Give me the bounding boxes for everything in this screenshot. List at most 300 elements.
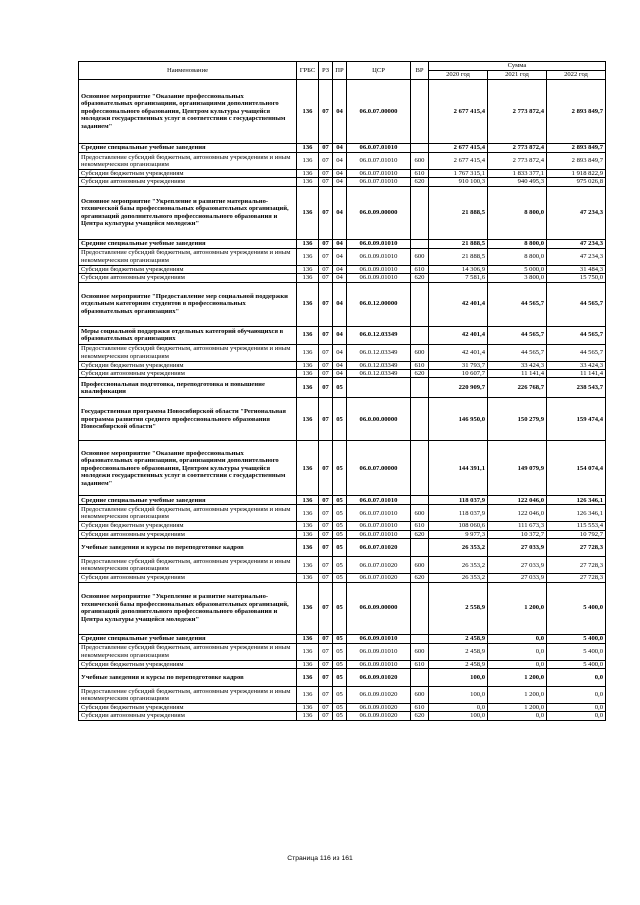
row-sum-2022: 0,0	[547, 712, 606, 720]
table-row	[79, 704, 606, 712]
table-row	[79, 669, 606, 687]
table-row	[79, 153, 606, 170]
row-csr: 06.0.09.01010	[347, 265, 411, 273]
table-row	[79, 522, 606, 530]
row-pr: 05	[333, 530, 347, 538]
row-sum-2021: 150 279,9	[488, 398, 547, 441]
row-name: Субсидии бюджетным учреждениям	[79, 522, 297, 530]
row-vr	[411, 496, 429, 505]
row-grbs: 136	[297, 361, 319, 369]
row-csr: 06.0.09.01010	[347, 239, 411, 248]
row-rz: 07	[319, 153, 333, 170]
row-pr: 04	[333, 370, 347, 378]
table-row	[79, 265, 606, 273]
row-name: Основное мероприятие "Укрепление и развитие материально-технической базы профессиональных образовательных организаций, организаций дополнительного профессионального образования и Центра культуры учащейся молодежи"	[79, 582, 297, 634]
row-sum-2021: 2 773 872,4	[488, 153, 547, 170]
table-row	[79, 144, 606, 153]
row-name: Субсидии бюджетным учреждениям	[79, 265, 297, 273]
row-name: Субсидии автономным учреждениям	[79, 712, 297, 720]
row-sum-2021: 1 200,0	[488, 687, 547, 704]
row-grbs: 136	[297, 574, 319, 582]
row-vr: 610	[411, 522, 429, 530]
row-vr: 610	[411, 704, 429, 712]
row-sum-2021: 226 768,7	[488, 378, 547, 398]
row-csr	[347, 378, 411, 398]
row-sum-2020: 118 037,9	[429, 496, 488, 505]
row-vr	[411, 80, 429, 144]
row-pr: 05	[333, 704, 347, 712]
row-csr: 06.0.12.00000	[347, 282, 411, 326]
row-name: Предоставление субсидий бюджетным, автономным учреждениям и иным некоммерческим организациям	[79, 643, 297, 660]
row-grbs: 136	[297, 643, 319, 660]
row-pr: 05	[333, 574, 347, 582]
row-name: Основное мероприятие "Предоставление мер социальной поддержки отдельным категориям студентов в профессиональных образовательных организациях"	[79, 282, 297, 326]
row-grbs: 136	[297, 248, 319, 265]
table-row	[79, 344, 606, 361]
col-header-grbs: ГРБС	[297, 62, 319, 80]
row-rz: 07	[319, 557, 333, 574]
row-sum-2022: 5 400,0	[547, 582, 606, 634]
row-grbs: 136	[297, 687, 319, 704]
row-rz: 07	[319, 505, 333, 522]
table-row	[79, 326, 606, 344]
row-vr: 620	[411, 274, 429, 282]
row-sum-2022: 0,0	[547, 669, 606, 687]
row-vr: 620	[411, 712, 429, 720]
row-sum-2021: 2 773 872,4	[488, 144, 547, 153]
row-name: Субсидии автономным учреждениям	[79, 178, 297, 186]
row-rz: 07	[319, 634, 333, 643]
table-row	[79, 496, 606, 505]
row-rz: 07	[319, 186, 333, 239]
row-sum-2020: 21 888,5	[429, 186, 488, 239]
row-sum-2021: 5 000,0	[488, 265, 547, 273]
row-rz: 07	[319, 326, 333, 344]
table-row	[79, 574, 606, 582]
row-csr: 06.0.12.03349	[347, 326, 411, 344]
row-pr: 05	[333, 496, 347, 505]
row-csr: 06.0.07.01010	[347, 144, 411, 153]
col-header-name: Наименование	[79, 62, 297, 80]
row-grbs: 136	[297, 505, 319, 522]
row-vr: 610	[411, 361, 429, 369]
row-pr: 04	[333, 274, 347, 282]
row-name: Учебные заведения и курсы по переподготовке кадров	[79, 669, 297, 687]
row-sum-2022: 1 918 822,9	[547, 170, 606, 178]
row-name: Субсидии автономным учреждениям	[79, 574, 297, 582]
row-vr	[411, 441, 429, 496]
row-grbs: 136	[297, 239, 319, 248]
row-name: Предоставление субсидий бюджетным, автономным учреждениям и иным некоммерческим организациям	[79, 687, 297, 704]
row-pr: 04	[333, 344, 347, 361]
row-csr: 06.0.09.01020	[347, 669, 411, 687]
row-pr: 05	[333, 522, 347, 530]
row-vr	[411, 582, 429, 634]
row-sum-2020: 118 037,9	[429, 505, 488, 522]
row-vr	[411, 326, 429, 344]
row-pr: 05	[333, 557, 347, 574]
table-row	[79, 634, 606, 643]
table-row	[79, 398, 606, 441]
row-sum-2020: 21 888,5	[429, 239, 488, 248]
row-csr: 06.0.09.01010	[347, 643, 411, 660]
row-sum-2022: 0,0	[547, 704, 606, 712]
row-pr: 05	[333, 539, 347, 557]
row-vr: 620	[411, 370, 429, 378]
row-pr: 05	[333, 582, 347, 634]
row-rz: 07	[319, 378, 333, 398]
row-pr: 05	[333, 712, 347, 720]
row-pr: 04	[333, 186, 347, 239]
row-pr: 04	[333, 144, 347, 153]
row-name: Субсидии автономным учреждениям	[79, 370, 297, 378]
row-sum-2021: 1 200,0	[488, 582, 547, 634]
row-sum-2021: 940 495,3	[488, 178, 547, 186]
row-sum-2021: 122 046,0	[488, 496, 547, 505]
row-csr: 06.0.09.01010	[347, 248, 411, 265]
table-row	[79, 539, 606, 557]
row-rz: 07	[319, 361, 333, 369]
row-sum-2020: 10 607,7	[429, 370, 488, 378]
row-sum-2022: 154 074,4	[547, 441, 606, 496]
row-sum-2022: 159 474,4	[547, 398, 606, 441]
row-csr: 06.0.07.01010	[347, 153, 411, 170]
row-csr: 06.0.07.01010	[347, 178, 411, 186]
row-sum-2020: 2 677 415,4	[429, 153, 488, 170]
row-rz: 07	[319, 398, 333, 441]
row-csr: 06.0.09.00000	[347, 582, 411, 634]
row-sum-2021: 11 141,4	[488, 370, 547, 378]
row-grbs: 136	[297, 539, 319, 557]
row-vr	[411, 282, 429, 326]
row-vr: 600	[411, 505, 429, 522]
row-vr: 610	[411, 170, 429, 178]
table-row	[79, 274, 606, 282]
row-grbs: 136	[297, 344, 319, 361]
row-rz: 07	[319, 669, 333, 687]
table-row	[79, 660, 606, 668]
row-sum-2020: 14 306,9	[429, 265, 488, 273]
row-sum-2021: 44 565,7	[488, 326, 547, 344]
row-sum-2022: 2 893 849,7	[547, 144, 606, 153]
row-sum-2022: 10 792,7	[547, 530, 606, 538]
row-sum-2022: 47 234,3	[547, 248, 606, 265]
row-pr: 04	[333, 282, 347, 326]
row-csr: 06.0.07.01020	[347, 539, 411, 557]
row-rz: 07	[319, 496, 333, 505]
row-sum-2021: 122 046,0	[488, 505, 547, 522]
row-csr: 06.0.09.00000	[347, 186, 411, 239]
row-sum-2021: 0,0	[488, 712, 547, 720]
row-rz: 07	[319, 178, 333, 186]
row-name: Субсидии бюджетным учреждениям	[79, 660, 297, 668]
row-name: Средние специальные учебные заведения	[79, 496, 297, 505]
row-sum-2022: 27 728,3	[547, 557, 606, 574]
row-vr	[411, 669, 429, 687]
table-row	[79, 643, 606, 660]
row-rz: 07	[319, 441, 333, 496]
row-rz: 07	[319, 660, 333, 668]
row-sum-2021: 8 800,0	[488, 239, 547, 248]
row-grbs: 136	[297, 669, 319, 687]
row-grbs: 136	[297, 582, 319, 634]
table-row	[79, 361, 606, 369]
col-header-vr: ВР	[411, 62, 429, 80]
table-body	[79, 80, 606, 721]
row-vr: 620	[411, 574, 429, 582]
row-csr: 06.0.07.01010	[347, 530, 411, 538]
table-row	[79, 530, 606, 538]
row-rz: 07	[319, 582, 333, 634]
row-name: Государственная программа Новосибирской области "Региональная программа развития среднего профессионального образования Новосибирской области"	[79, 398, 297, 441]
table-row	[79, 370, 606, 378]
row-sum-2022: 27 728,3	[547, 574, 606, 582]
row-name: Субсидии бюджетным учреждениям	[79, 704, 297, 712]
row-name: Средние специальные учебные заведения	[79, 144, 297, 153]
row-pr: 04	[333, 153, 347, 170]
row-rz: 07	[319, 239, 333, 248]
row-pr: 04	[333, 361, 347, 369]
row-sum-2020: 2 677 415,4	[429, 80, 488, 144]
table-row	[79, 712, 606, 720]
row-name: Меры социальной поддержки отдельных категорий обучающихся в образовательных организациях	[79, 326, 297, 344]
row-grbs: 136	[297, 660, 319, 668]
row-grbs: 136	[297, 326, 319, 344]
table-row	[79, 248, 606, 265]
row-sum-2022: 2 893 849,7	[547, 80, 606, 144]
row-rz: 07	[319, 265, 333, 273]
row-sum-2020: 108 060,6	[429, 522, 488, 530]
row-name: Профессиональная подготовка, переподготовка и повышение квалификации	[79, 378, 297, 398]
row-grbs: 136	[297, 186, 319, 239]
row-csr: 06.0.07.00000	[347, 441, 411, 496]
row-sum-2022: 15 750,0	[547, 274, 606, 282]
row-sum-2020: 2 458,9	[429, 660, 488, 668]
row-sum-2021: 33 424,3	[488, 361, 547, 369]
row-pr: 04	[333, 80, 347, 144]
row-pr: 05	[333, 505, 347, 522]
table-row	[79, 582, 606, 634]
row-name: Средние специальные учебные заведения	[79, 634, 297, 643]
table-row	[79, 378, 606, 398]
row-pr: 04	[333, 265, 347, 273]
row-pr: 05	[333, 643, 347, 660]
row-pr: 04	[333, 248, 347, 265]
table-row	[79, 80, 606, 144]
row-vr: 620	[411, 178, 429, 186]
row-sum-2020: 42 401,4	[429, 326, 488, 344]
row-sum-2020: 2 558,9	[429, 582, 488, 634]
row-rz: 07	[319, 530, 333, 538]
row-vr	[411, 634, 429, 643]
row-grbs: 136	[297, 274, 319, 282]
row-sum-2022: 44 565,7	[547, 344, 606, 361]
row-sum-2022: 47 234,3	[547, 186, 606, 239]
row-sum-2020: 42 401,4	[429, 344, 488, 361]
row-vr: 600	[411, 153, 429, 170]
row-sum-2021: 8 800,0	[488, 186, 547, 239]
row-csr: 06.0.09.01010	[347, 274, 411, 282]
row-sum-2021: 111 673,3	[488, 522, 547, 530]
row-pr: 05	[333, 660, 347, 668]
row-rz: 07	[319, 370, 333, 378]
row-sum-2021: 27 033,9	[488, 557, 547, 574]
row-sum-2022: 5 400,0	[547, 643, 606, 660]
row-vr: 610	[411, 265, 429, 273]
row-grbs: 136	[297, 144, 319, 153]
row-name: Субсидии автономным учреждениям	[79, 530, 297, 538]
row-sum-2021: 2 773 872,4	[488, 80, 547, 144]
row-grbs: 136	[297, 170, 319, 178]
row-pr: 05	[333, 441, 347, 496]
row-vr: 600	[411, 344, 429, 361]
table-row	[79, 186, 606, 239]
row-name: Предоставление субсидий бюджетным, автономным учреждениям и иным некоммерческим организациям	[79, 557, 297, 574]
row-name: Субсидии бюджетным учреждениям	[79, 170, 297, 178]
row-sum-2020: 910 100,3	[429, 178, 488, 186]
row-vr	[411, 144, 429, 153]
col-header-csr: ЦСР	[347, 62, 411, 80]
row-sum-2022: 33 424,3	[547, 361, 606, 369]
row-grbs: 136	[297, 712, 319, 720]
row-sum-2020: 42 401,4	[429, 282, 488, 326]
row-sum-2020: 2 677 415,4	[429, 144, 488, 153]
row-csr: 06.0.07.01010	[347, 496, 411, 505]
document-page	[78, 61, 605, 721]
budget-table	[78, 61, 606, 721]
row-sum-2022: 44 565,7	[547, 326, 606, 344]
row-vr	[411, 239, 429, 248]
row-sum-2021: 0,0	[488, 643, 547, 660]
row-name: Средние специальные учебные заведения	[79, 239, 297, 248]
row-csr: 06.0.07.01010	[347, 170, 411, 178]
row-rz: 07	[319, 144, 333, 153]
table-row	[79, 441, 606, 496]
row-vr: 610	[411, 660, 429, 668]
row-sum-2022: 2 893 849,7	[547, 153, 606, 170]
row-sum-2022: 27 728,3	[547, 539, 606, 557]
page-footer: Страница 116 из 161	[287, 855, 353, 862]
row-sum-2021: 1 200,0	[488, 669, 547, 687]
col-header-2020: 2020 год	[429, 71, 488, 80]
row-csr: 06.0.12.03349	[347, 344, 411, 361]
row-pr: 05	[333, 687, 347, 704]
row-pr: 05	[333, 398, 347, 441]
row-rz: 07	[319, 712, 333, 720]
row-csr: 06.0.09.01020	[347, 712, 411, 720]
row-vr	[411, 398, 429, 441]
row-csr: 06.0.07.00000	[347, 80, 411, 144]
row-sum-2020: 31 793,7	[429, 361, 488, 369]
row-sum-2021: 27 033,9	[488, 539, 547, 557]
row-csr: 06.0.09.01020	[347, 687, 411, 704]
row-pr: 04	[333, 178, 347, 186]
row-rz: 07	[319, 170, 333, 178]
row-vr: 600	[411, 643, 429, 660]
row-csr: 06.0.12.03349	[347, 361, 411, 369]
table-row	[79, 282, 606, 326]
row-grbs: 136	[297, 530, 319, 538]
row-sum-2022: 5 400,0	[547, 634, 606, 643]
row-sum-2022: 126 346,1	[547, 505, 606, 522]
row-sum-2020: 21 888,5	[429, 248, 488, 265]
row-sum-2020: 26 353,2	[429, 574, 488, 582]
row-sum-2021: 3 800,0	[488, 274, 547, 282]
row-grbs: 136	[297, 398, 319, 441]
row-csr: 06.0.09.01020	[347, 704, 411, 712]
row-rz: 07	[319, 687, 333, 704]
row-sum-2022: 238 543,7	[547, 378, 606, 398]
row-grbs: 136	[297, 441, 319, 496]
row-rz: 07	[319, 522, 333, 530]
row-vr: 620	[411, 530, 429, 538]
row-sum-2022: 44 565,7	[547, 282, 606, 326]
row-sum-2022: 31 484,3	[547, 265, 606, 273]
row-csr: 06.0.07.01010	[347, 505, 411, 522]
row-sum-2020: 144 391,1	[429, 441, 488, 496]
row-sum-2020: 220 909,7	[429, 378, 488, 398]
table-row	[79, 687, 606, 704]
row-sum-2022: 47 234,3	[547, 239, 606, 248]
row-name: Субсидии бюджетным учреждениям	[79, 361, 297, 369]
table-row	[79, 557, 606, 574]
row-csr: 06.0.00.00000	[347, 398, 411, 441]
row-rz: 07	[319, 248, 333, 265]
row-pr: 05	[333, 378, 347, 398]
col-header-sum: Сумма	[429, 62, 606, 71]
row-grbs: 136	[297, 80, 319, 144]
col-header-2022: 2022 год	[547, 71, 606, 80]
row-sum-2021: 1 833 377,1	[488, 170, 547, 178]
row-sum-2020: 146 950,0	[429, 398, 488, 441]
row-name: Основное мероприятие "Укрепление и развитие материально-технической базы профессиональных образовательных организаций, организаций дополнительного профессионального образования и Центра культуры учащейся молодежи"	[79, 186, 297, 239]
row-rz: 07	[319, 282, 333, 326]
row-sum-2020: 0,0	[429, 704, 488, 712]
row-sum-2022: 115 553,4	[547, 522, 606, 530]
row-name: Учебные заведения и курсы по переподготовке кадров	[79, 539, 297, 557]
row-sum-2021: 44 565,7	[488, 344, 547, 361]
row-csr: 06.0.07.01020	[347, 574, 411, 582]
row-name: Предоставление субсидий бюджетным, автономным учреждениям и иным некоммерческим организациям	[79, 344, 297, 361]
row-grbs: 136	[297, 378, 319, 398]
row-sum-2022: 0,0	[547, 687, 606, 704]
row-name: Основное мероприятие "Оказание профессиональных образовательных организацияи, организациями дополнительного профессионального образования, Центром культуры учащейся молодежи государственных услуг в соответствии с государственным заданием"	[79, 80, 297, 144]
row-vr: 600	[411, 248, 429, 265]
row-csr: 06.0.07.01010	[347, 522, 411, 530]
table-row	[79, 505, 606, 522]
row-grbs: 136	[297, 282, 319, 326]
row-grbs: 136	[297, 178, 319, 186]
row-sum-2021: 0,0	[488, 660, 547, 668]
row-sum-2022: 5 400,0	[547, 660, 606, 668]
row-rz: 07	[319, 704, 333, 712]
col-header-pr: ПР	[333, 62, 347, 80]
row-sum-2020: 2 458,9	[429, 634, 488, 643]
row-rz: 07	[319, 539, 333, 557]
row-sum-2021: 10 372,7	[488, 530, 547, 538]
row-vr	[411, 539, 429, 557]
row-rz: 07	[319, 274, 333, 282]
row-grbs: 136	[297, 265, 319, 273]
row-csr: 06.0.07.01020	[347, 557, 411, 574]
row-sum-2020: 26 353,2	[429, 539, 488, 557]
row-sum-2021: 27 033,9	[488, 574, 547, 582]
row-vr	[411, 186, 429, 239]
row-sum-2020: 100,0	[429, 669, 488, 687]
table-row	[79, 239, 606, 248]
row-rz: 07	[319, 643, 333, 660]
row-sum-2020: 100,0	[429, 712, 488, 720]
